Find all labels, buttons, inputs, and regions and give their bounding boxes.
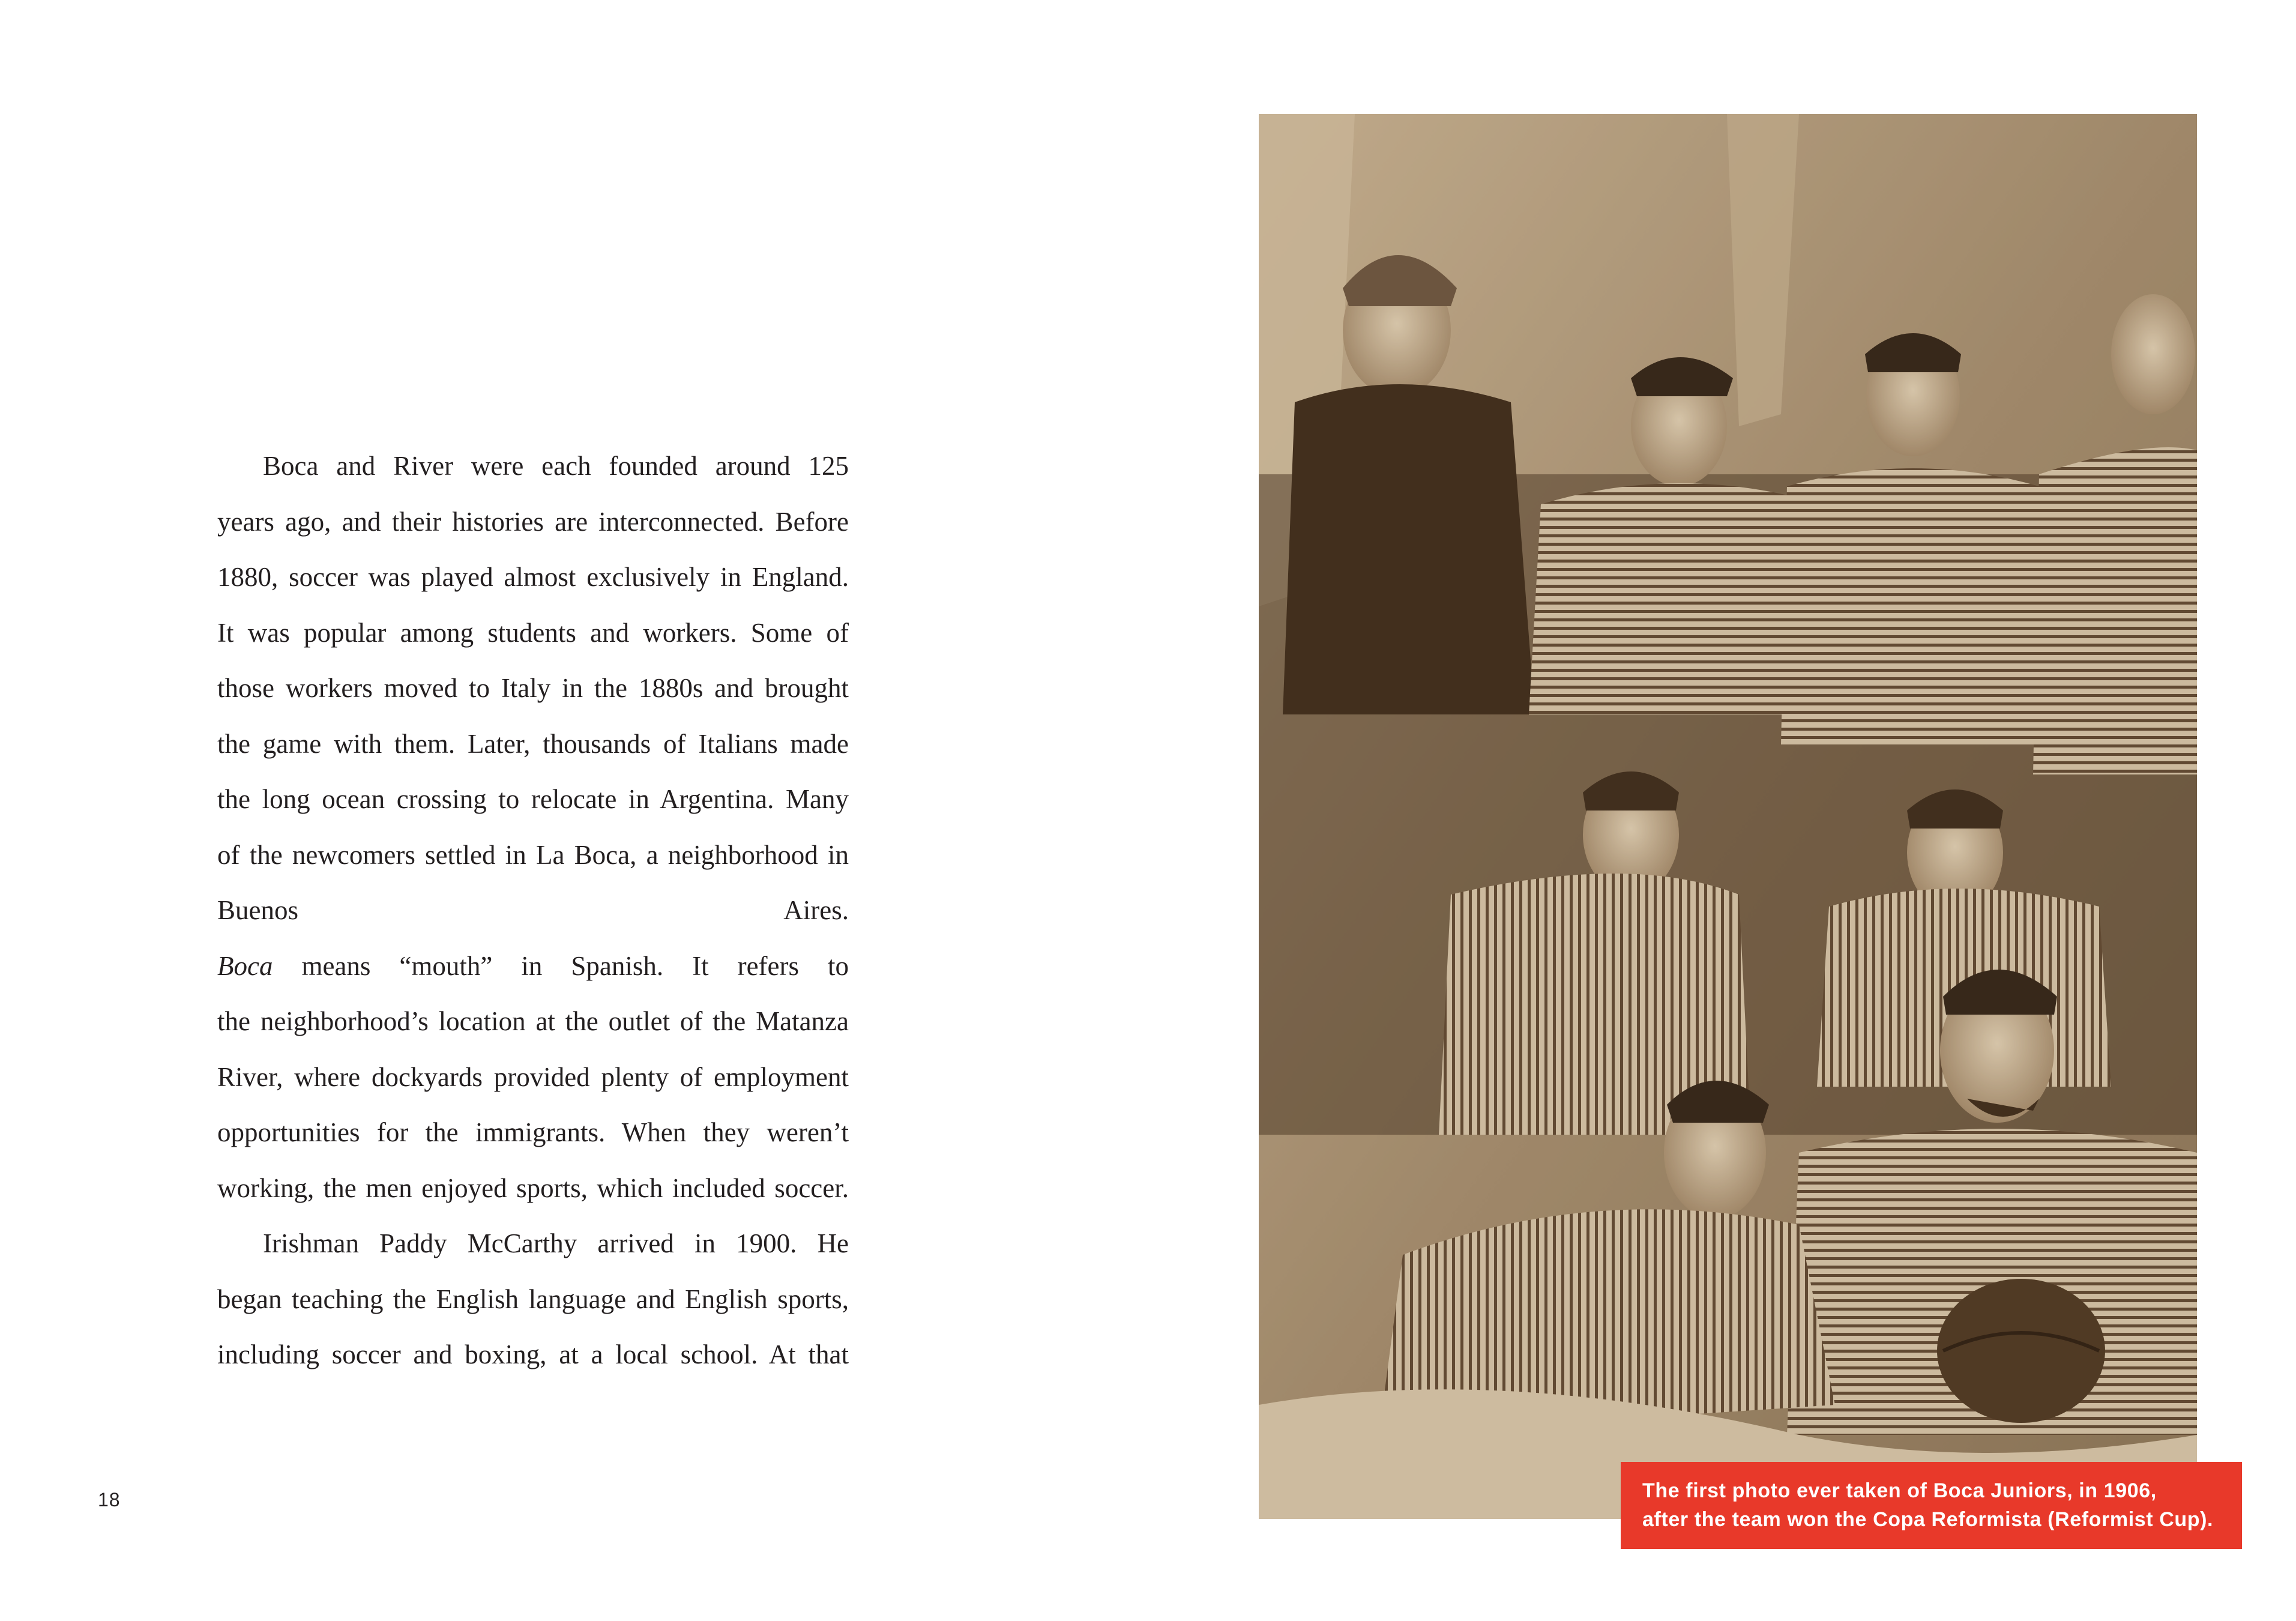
text-line: Boca and River were each founded around 125 xyxy=(263,451,849,481)
text-line: Irishman Paddy McCarthy arrived in 1900. He xyxy=(263,1228,849,1258)
text-line: those workers moved to Italy in the 1880s and brought xyxy=(217,673,849,703)
body-text-column xyxy=(217,438,849,1383)
text-line: the game with them. Later, thousands of Italians made xyxy=(217,728,849,759)
text-line: of the newcomers settled in La Boca, a neighborhood in xyxy=(217,839,849,870)
text-line: means “mouth” in Spanish. It refers to xyxy=(273,950,849,981)
text-line: Buenos Aires. xyxy=(217,895,849,925)
text-line: the long ocean crossing to relocate in Argentina. Many xyxy=(217,784,849,814)
text-line: 1880, soccer was played almost exclusively in England. xyxy=(217,562,849,592)
paragraph-2 xyxy=(217,1216,849,1383)
text-line: opportunities for the immigrants. When they weren’t xyxy=(217,1117,849,1147)
team-photo xyxy=(1259,114,2197,1519)
caption-line-2: after the team won the Copa Reformista (Reformist Cup). xyxy=(1642,1508,2214,1531)
page-number: 18 xyxy=(98,1489,121,1511)
paragraph-1 xyxy=(217,438,849,1216)
text-line: years ago, and their histories are interconnected. Before xyxy=(217,506,849,537)
text-line: It was popular among students and workers. Some of xyxy=(217,617,849,648)
text-line: River, where dockyards provided plenty of employment xyxy=(217,1061,849,1092)
photo-caption xyxy=(1621,1462,2242,1549)
text-line: the neighborhood’s location at the outlet of the Matanza xyxy=(217,1006,849,1036)
text-line: working, the men enjoyed sports, which included soccer. xyxy=(217,1173,849,1203)
text-line: including soccer and boxing, at a local school. At that xyxy=(217,1339,849,1369)
caption-line-1: The first photo ever taken of Boca Juniors, in 1906, xyxy=(1642,1479,2157,1502)
text-line: began teaching the English language and English sports, xyxy=(217,1284,849,1314)
team-photo-image xyxy=(1259,114,2197,1519)
italic-word: Boca xyxy=(217,950,273,981)
